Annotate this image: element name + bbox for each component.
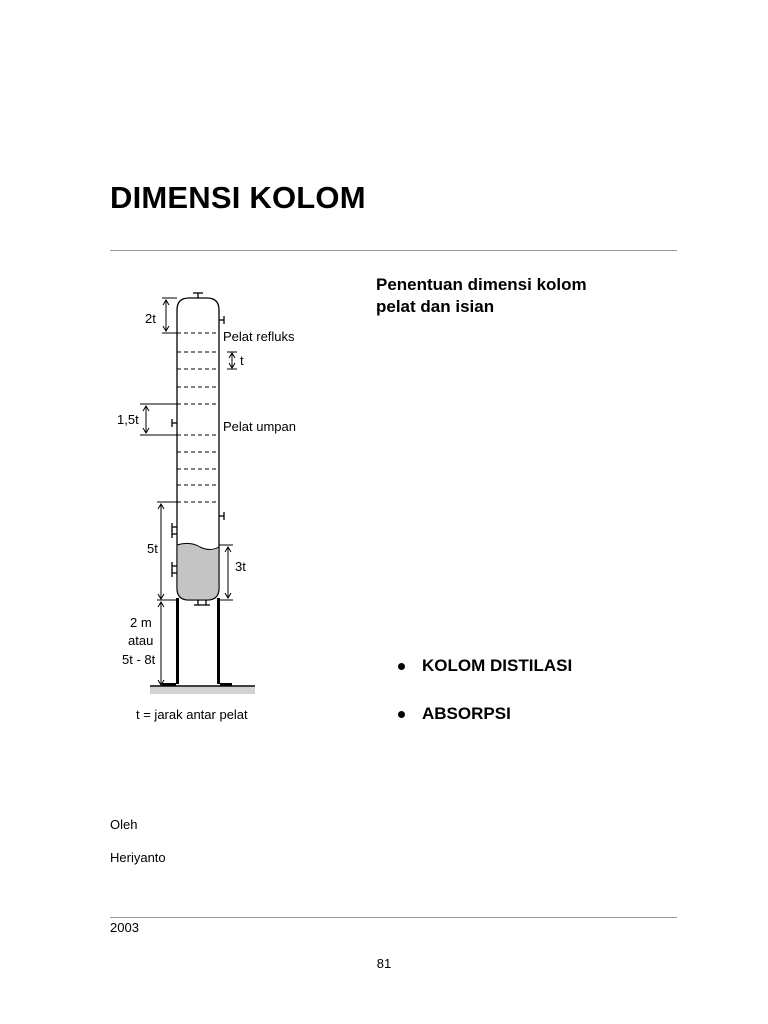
diagram-caption: t = jarak antar pelat [136,707,248,722]
page-title: DIMENSI KOLOM [110,180,366,215]
subtitle-line-2: pelat dan isian [376,297,495,316]
skirt [162,598,232,686]
list-item [398,702,572,726]
label-reflux-plate: Pelat refluks [223,329,295,344]
label-skirt-2m: 2 m [130,615,152,630]
list-item-label: ABSORPSI [422,704,511,723]
section-subtitle [376,274,666,318]
bullet-icon [398,711,405,718]
trays [177,333,219,502]
label-3t: 3t [235,559,246,574]
label-2t: 2t [145,311,156,326]
author-label: Oleh [110,817,138,832]
top-nozzle [193,293,203,298]
label-feed-plate: Pelat umpan [223,419,296,434]
subtitle-line-1: Penentuan dimensi kolom [376,275,587,294]
label-skirt-5t-8t: 5t - 8t [122,652,156,667]
label-t: t [240,353,244,368]
page-number: 81 [376,956,392,971]
list-item [398,654,572,678]
author-name: Heriyanto [110,850,166,865]
topic-list [398,654,572,750]
publication-year: 2003 [110,920,139,935]
label-5t: 5t [147,541,158,556]
liquid-bottom [177,543,219,600]
label-1-5t: 1,5t [117,412,139,427]
dimension-lines [140,298,237,685]
list-item-label: KOLOM DISTILASI [422,656,573,675]
label-skirt-atau: atau [128,633,154,648]
ground [150,686,255,694]
bullet-icon [398,663,405,670]
bottom-divider [110,917,677,918]
